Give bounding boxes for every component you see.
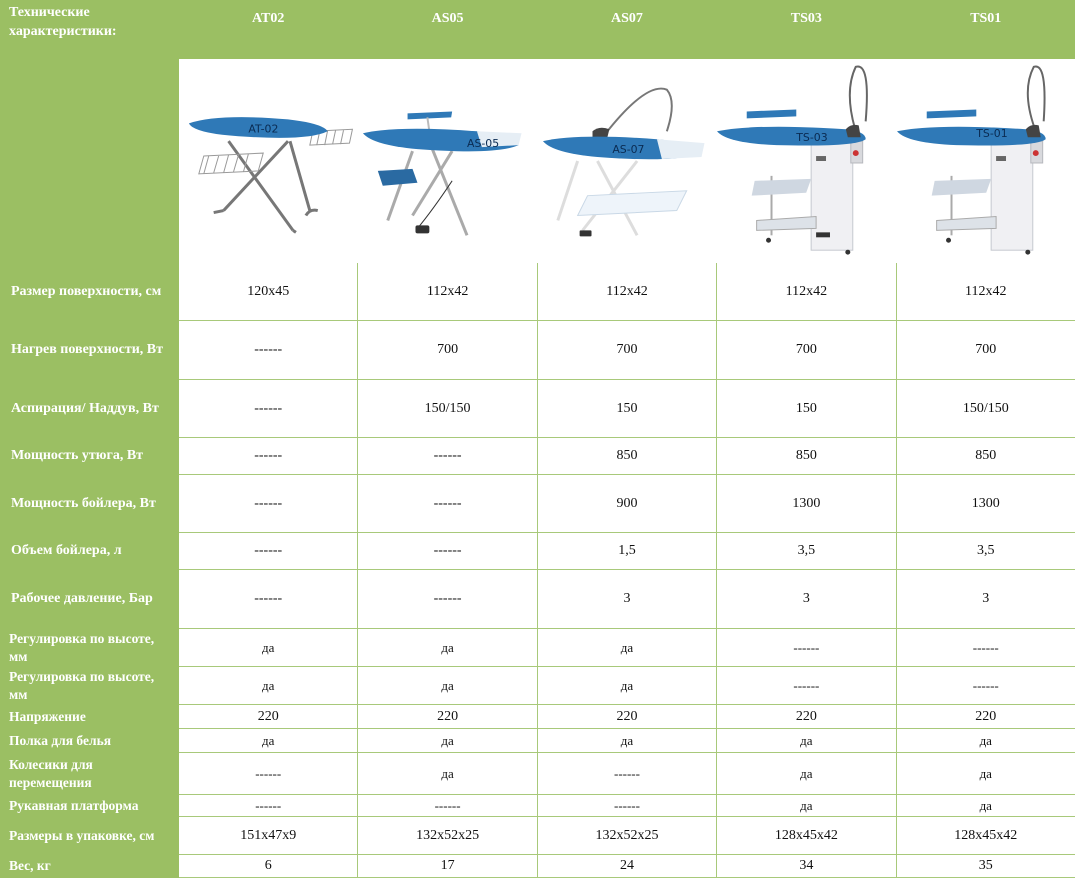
- row-label-iron-power: Мощность утюга, Вт: [1, 438, 179, 475]
- cell-value: да: [896, 753, 1075, 795]
- spec-row: [1, 855, 1075, 878]
- cell-value: да: [179, 729, 358, 753]
- cell-value: да: [358, 667, 537, 705]
- ironing-board-at02-image: [179, 61, 357, 261]
- spec-row: [1, 321, 1075, 380]
- cell-value: да: [896, 795, 1075, 817]
- cell-value: ------: [358, 438, 537, 475]
- cell-value: ------: [358, 475, 537, 533]
- cell-value: ------: [358, 795, 537, 817]
- cell-value: 220: [537, 705, 716, 729]
- spec-row: [1, 629, 1075, 667]
- row-label-aspiration: Аспирация/ Наддув, Вт: [1, 380, 179, 438]
- cell-value: 112x42: [537, 263, 716, 321]
- model-header-as05: AS05: [358, 1, 537, 59]
- cell-value: 3: [717, 570, 896, 629]
- cell-value: ------: [179, 570, 358, 629]
- cell-value: 3,5: [896, 533, 1075, 570]
- cell-value: ------: [358, 533, 537, 570]
- spec-row: [1, 795, 1075, 817]
- cell-value: ------: [179, 795, 358, 817]
- cell-value: 120x45: [179, 263, 358, 321]
- spec-row: [1, 438, 1075, 475]
- cell-value: ------: [179, 753, 358, 795]
- header-row: [1, 1, 1075, 59]
- cell-value: 1,5: [537, 533, 716, 570]
- ironing-station-ts03-image: [717, 61, 895, 261]
- spec-row: [1, 817, 1075, 855]
- cell-value: ------: [537, 753, 716, 795]
- board-label-ts03: TS-03: [795, 131, 827, 144]
- cell-value: ------: [179, 533, 358, 570]
- cell-value: 128x45x42: [896, 817, 1075, 855]
- cell-value: 24: [537, 855, 716, 878]
- spec-row: [1, 705, 1075, 729]
- row-label-surface-heating: Нагрев поверхности, Вт: [1, 321, 179, 380]
- row-label-weight: Вес, кг: [1, 855, 179, 878]
- cell-value: да: [358, 629, 537, 667]
- row-label-height-adjust: Регулировка по высоте, мм: [1, 629, 179, 667]
- row-label-linen-shelf: Полка для белья: [1, 729, 179, 753]
- cell-value: 150/150: [358, 380, 537, 438]
- cell-value: 132x52x25: [537, 817, 716, 855]
- row-label-boiler-power: Мощность бойлера, Вт: [1, 475, 179, 533]
- cell-value: ------: [896, 667, 1075, 705]
- spec-row: [1, 263, 1075, 321]
- row-label-wheels: Колесики для перемещения: [1, 753, 179, 795]
- board-label-ts01: TS-01: [975, 127, 1007, 140]
- cell-value: да: [717, 729, 896, 753]
- cell-value: 220: [358, 705, 537, 729]
- cell-value: да: [358, 729, 537, 753]
- model-header-ts01: TS01: [896, 1, 1075, 59]
- cell-value: 220: [896, 705, 1075, 729]
- cell-value: ------: [537, 795, 716, 817]
- cell-value: ------: [896, 629, 1075, 667]
- cell-value: ------: [717, 629, 896, 667]
- row-label-boiler-volume: Объем бойлера, л: [1, 533, 179, 570]
- cell-value: 220: [717, 705, 896, 729]
- cell-value: 150/150: [896, 380, 1075, 438]
- header-label: Технические характеристики:: [1, 1, 179, 59]
- model-header-at02: AT02: [179, 1, 358, 59]
- model-header-ts03: TS03: [717, 1, 896, 59]
- cell-value: да: [537, 667, 716, 705]
- cell-value: да: [896, 729, 1075, 753]
- cell-value: ------: [358, 570, 537, 629]
- row-label-sleeve-platform: Рукавная платформа: [1, 795, 179, 817]
- cell-value: 700: [537, 321, 716, 380]
- cell-value: 112x42: [717, 263, 896, 321]
- cell-value: 850: [537, 438, 716, 475]
- cell-value: 900: [537, 475, 716, 533]
- cell-value: 112x42: [896, 263, 1075, 321]
- row-label-working-pressure: Рабочее давление, Бар: [1, 570, 179, 629]
- cell-value: 132x52x25: [358, 817, 537, 855]
- cell-value: ------: [179, 380, 358, 438]
- ironing-board-as05-image: [358, 61, 536, 261]
- cell-value: 1300: [896, 475, 1075, 533]
- product-image-as05: [358, 59, 537, 263]
- ironing-board-as07-image: [538, 61, 716, 261]
- spec-row: [1, 475, 1075, 533]
- image-row-label: [1, 59, 179, 263]
- cell-value: 700: [358, 321, 537, 380]
- row-label-surface-size: Размер поверхности, см: [1, 263, 179, 321]
- cell-value: 3: [896, 570, 1075, 629]
- cell-value: да: [537, 629, 716, 667]
- cell-value: 850: [717, 438, 896, 475]
- spec-row: [1, 380, 1075, 438]
- product-image-at02: [179, 59, 358, 263]
- cell-value: ------: [717, 667, 896, 705]
- spec-row: [1, 570, 1075, 629]
- cell-value: 17: [358, 855, 537, 878]
- cell-value: 3: [537, 570, 716, 629]
- cell-value: да: [717, 753, 896, 795]
- product-image-as07: [537, 59, 716, 263]
- cell-value: 850: [896, 438, 1075, 475]
- cell-value: 35: [896, 855, 1075, 878]
- cell-value: ------: [179, 438, 358, 475]
- model-header-as07: AS07: [537, 1, 716, 59]
- spec-row: [1, 667, 1075, 705]
- cell-value: 1300: [717, 475, 896, 533]
- product-image-row: [1, 59, 1075, 263]
- spec-row: [1, 533, 1075, 570]
- cell-value: да: [179, 629, 358, 667]
- product-image-ts03: [717, 59, 896, 263]
- cell-value: ------: [179, 321, 358, 380]
- cell-value: да: [717, 795, 896, 817]
- spec-row: [1, 753, 1075, 795]
- cell-value: да: [358, 753, 537, 795]
- cell-value: ------: [179, 475, 358, 533]
- cell-value: 150: [537, 380, 716, 438]
- cell-value: 128x45x42: [717, 817, 896, 855]
- cell-value: 34: [717, 855, 896, 878]
- row-label-voltage: Напряжение: [1, 705, 179, 729]
- cell-value: 700: [896, 321, 1075, 380]
- board-label-as07: AS-07: [612, 143, 644, 156]
- cell-value: 700: [717, 321, 896, 380]
- cell-value: 220: [179, 705, 358, 729]
- product-image-ts01: [896, 59, 1075, 263]
- cell-value: да: [179, 667, 358, 705]
- row-label-package-size: Размеры в упаковке, см: [1, 817, 179, 855]
- cell-value: 151x47x9: [179, 817, 358, 855]
- board-label-as05: AS-05: [467, 137, 499, 150]
- board-label-at02: AT-02: [248, 122, 278, 135]
- cell-value: 3,5: [717, 533, 896, 570]
- cell-value: 150: [717, 380, 896, 438]
- ironing-station-ts01-image: [897, 61, 1075, 261]
- cell-value: 6: [179, 855, 358, 878]
- cell-value: 112x42: [358, 263, 537, 321]
- spec-row: [1, 729, 1075, 753]
- cell-value: да: [537, 729, 716, 753]
- row-label-height-adjust: Регулировка по высоте, мм: [1, 667, 179, 705]
